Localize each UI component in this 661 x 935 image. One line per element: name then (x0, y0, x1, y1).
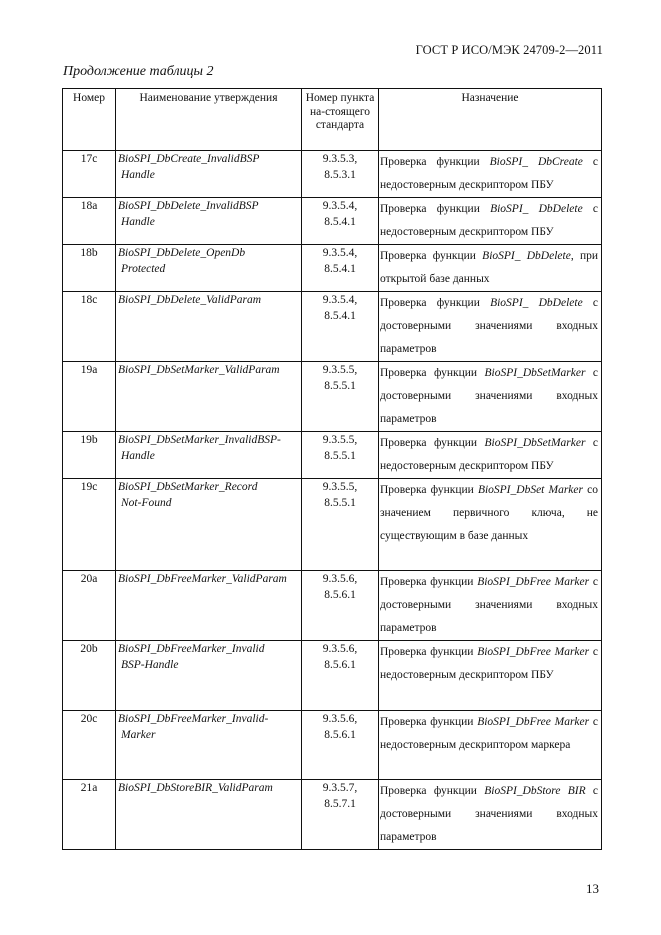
column-header-section: Номер пункта на-стоящего стандарта (302, 89, 379, 151)
table-caption: Продолжение таблицы 2 (63, 64, 214, 79)
section-reference-line: 8.5.5.1 (324, 497, 356, 509)
section-reference-line: 9.3.5.5, (322, 434, 358, 446)
assertion-name-line: BioSPI_DbDelete_ValidParam (118, 294, 262, 306)
section-reference-line: 8.5.6.1 (324, 729, 356, 741)
purpose-fragment: со значением первичного ключа, не существующим в базе данных (380, 484, 598, 542)
purpose-fragment: Проверка функции (380, 250, 483, 262)
purpose-fragment: Проверка функции (380, 646, 478, 658)
purpose-text (379, 711, 602, 780)
table-row (63, 479, 602, 571)
row-number: 20c (63, 711, 116, 780)
purpose-fragment: Проверка функции (380, 156, 490, 168)
function-name: BioSPI_ DbDelete (490, 297, 583, 309)
section-reference-line: 8.5.5.1 (324, 450, 356, 462)
section-reference (302, 479, 379, 571)
purpose-fragment: с достоверными значениями входных параметров (380, 576, 598, 634)
assertion-name (116, 780, 302, 850)
function-name: BioSPI_ DbDelete (482, 250, 571, 262)
assertion-name (116, 198, 302, 245)
section-reference (302, 198, 379, 245)
assertion-name (116, 641, 302, 711)
assertion-name-line: Marker (121, 729, 156, 741)
table-row (63, 571, 602, 641)
section-reference-line: 8.5.4.1 (324, 216, 356, 228)
section-reference-line: 9.3.5.7, (322, 782, 358, 794)
purpose-text (379, 292, 602, 362)
section-reference-line: 8.5.3.1 (324, 169, 356, 181)
purpose-fragment: Проверка функции (380, 367, 485, 379)
purpose-fragment: Проверка функции (380, 785, 485, 797)
purpose-fragment: Проверка функции (380, 203, 491, 215)
assertion-name-line: Handle (121, 216, 155, 228)
purpose-text (379, 245, 602, 292)
table-row (63, 198, 602, 245)
function-name: BioSPI_DbStore BIR (484, 785, 586, 797)
table-row (63, 432, 602, 479)
assertion-name-line: BioSPI_DbDelete_OpenDb (118, 247, 246, 259)
table-row (63, 362, 602, 432)
section-reference-line: 8.5.4.1 (324, 263, 356, 275)
assertion-name-line: BioSPI_DbSetMarker_Record (118, 481, 258, 493)
section-reference (302, 151, 379, 198)
assertion-name-line: BioSPI_DbFreeMarker_Invalid (118, 643, 265, 655)
assertion-name (116, 432, 302, 479)
purpose-fragment: с достоверными значениями входных параметров (380, 367, 598, 425)
section-reference-line: 9.3.5.6, (322, 573, 358, 585)
row-number: 18a (63, 198, 116, 245)
row-number: 19a (63, 362, 116, 432)
table-row (63, 151, 602, 198)
purpose-fragment: с недостоверным дескриптором ПБУ (380, 646, 598, 681)
section-reference-line: 9.3.5.4, (322, 200, 358, 212)
purpose-fragment: Проверка функции (380, 716, 478, 728)
function-name: BioSPI_DbSet Marker (477, 484, 583, 496)
assertion-name-line: Handle (121, 169, 155, 181)
section-reference-line: 9.3.5.4, (322, 247, 358, 259)
purpose-fragment: с достоверными значениями входных параметров (380, 785, 598, 843)
purpose-fragment: с недостоверным дескриптором ПБУ (380, 203, 598, 238)
assertion-name-line: BioSPI_DbDelete_InvalidBSP (118, 200, 259, 212)
page-number: 13 (586, 881, 599, 896)
assertion-name-line: Not-Found (121, 497, 172, 509)
row-number: 21a (63, 780, 116, 850)
purpose-fragment: с достоверными значениями входных параметров (380, 297, 598, 355)
requirements-table (62, 88, 602, 850)
section-reference-line: 9.3.5.6, (322, 713, 358, 725)
function-name: BioSPI_ DbDelete (490, 203, 583, 215)
assertion-name (116, 571, 302, 641)
assertion-name (116, 151, 302, 198)
section-reference (302, 362, 379, 432)
section-reference-line: 8.5.6.1 (324, 659, 356, 671)
purpose-text (379, 479, 602, 571)
purpose-fragment: Проверка функции (380, 484, 478, 496)
function-name: BioSPI_DbFree Marker (477, 646, 590, 658)
function-name: BioSPI_DbFree Marker (477, 576, 590, 588)
section-reference-line: 8.5.6.1 (324, 589, 356, 601)
table-body (63, 151, 602, 850)
section-reference-line: 8.5.7.1 (324, 798, 356, 810)
assertion-name-line: Handle (121, 450, 155, 462)
row-number: 18b (63, 245, 116, 292)
section-reference (302, 571, 379, 641)
purpose-text (379, 151, 602, 198)
table-row (63, 641, 602, 711)
purpose-text (379, 641, 602, 711)
section-reference (302, 780, 379, 850)
assertion-name-line: BioSPI_DbStoreBIR_ValidParam (118, 782, 273, 794)
column-header-purpose: Назначение (379, 89, 602, 151)
purpose-fragment: с недостоверным дескриптором ПБУ (380, 156, 598, 191)
document-header: ГОСТ Р ИСО/МЭК 24709-2—2011 (415, 43, 603, 57)
table-header-row (63, 89, 602, 151)
row-number: 17c (63, 151, 116, 198)
assertion-name (116, 711, 302, 780)
function-name: BioSPI_DbSetMarker (484, 437, 586, 449)
purpose-text (379, 362, 602, 432)
table-row (63, 780, 602, 850)
assertion-name-line: BSP-Handle (121, 659, 179, 671)
purpose-fragment: с недостоверным дескриптором маркера (380, 716, 598, 751)
assertion-name-line: BioSPI_DbSetMarker_ValidParam (118, 364, 280, 376)
section-reference (302, 432, 379, 479)
section-reference-line: 9.3.5.5, (322, 481, 358, 493)
row-number: 19c (63, 479, 116, 571)
row-number: 20b (63, 641, 116, 711)
purpose-text (379, 571, 602, 641)
function-name: BioSPI_ DbCreate (489, 156, 583, 168)
assertion-name (116, 479, 302, 571)
column-header-number: Номер (63, 89, 116, 151)
purpose-text (379, 432, 602, 479)
row-number: 18c (63, 292, 116, 362)
purpose-fragment: Проверка функции (380, 576, 478, 588)
row-number: 19b (63, 432, 116, 479)
row-number: 20a (63, 571, 116, 641)
section-reference-line: 9.3.5.5, (322, 364, 358, 376)
section-reference-line: 8.5.5.1 (324, 380, 356, 392)
section-reference-line: 9.3.5.6, (322, 643, 358, 655)
table-row (63, 711, 602, 780)
purpose-fragment: Проверка функции (380, 297, 491, 309)
assertion-name (116, 292, 302, 362)
section-reference-line: 9.3.5.3, (322, 153, 358, 165)
purpose-text (379, 198, 602, 245)
section-reference-line: 8.5.4.1 (324, 310, 356, 322)
section-reference-line: 9.3.5.4, (322, 294, 358, 306)
table-row (63, 245, 602, 292)
assertion-name-line: BioSPI_DbSetMarker_InvalidBSP- (118, 434, 281, 446)
section-reference (302, 292, 379, 362)
assertion-name (116, 362, 302, 432)
assertion-name-line: Protected (121, 263, 166, 275)
function-name: BioSPI_DbFree Marker (477, 716, 590, 728)
section-reference (302, 641, 379, 711)
purpose-text (379, 780, 602, 850)
purpose-fragment: с недостоверным дескриптором ПБУ (380, 437, 598, 472)
assertion-name-line: BioSPI_DbFreeMarker_ValidParam (118, 573, 287, 585)
assertion-name (116, 245, 302, 292)
assertion-name-line: BioSPI_DbFreeMarker_Invalid- (118, 713, 269, 725)
function-name: BioSPI_DbSetMarker (484, 367, 586, 379)
section-reference (302, 245, 379, 292)
purpose-fragment: , при открытой базе данных (380, 250, 598, 285)
purpose-fragment: Проверка функции (380, 437, 485, 449)
section-reference (302, 711, 379, 780)
assertion-name-line: BioSPI_DbCreate_InvalidBSP (118, 153, 260, 165)
table-row (63, 292, 602, 362)
column-header-name: Наименование утверждения (116, 89, 302, 151)
